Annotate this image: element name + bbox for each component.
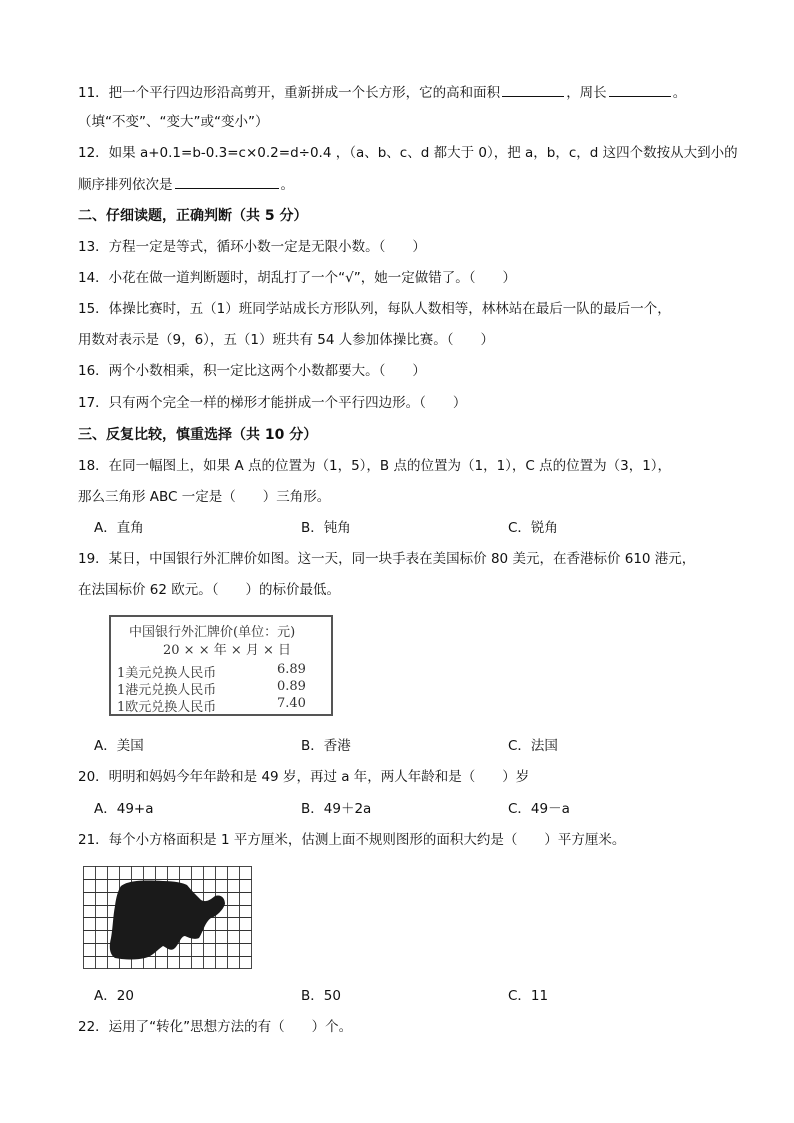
question-22: 22．运用了“转化”思想方法的有（ ）个。 [78, 1019, 353, 1035]
exchange-rate-title: 中国银行外汇牌价(单位：元) [129, 625, 296, 640]
question-12-line1: 12．如果 a+0.1=b-0.3=c×0.2=d÷0.4 ，（a、b、c、d 都大于 0），把 a，b，c，d 这四个数按从大到小的 [78, 145, 738, 161]
option-b[interactable]: B．49＋2a [301, 801, 372, 817]
question-21: 21．每个小方格面积是 1 平方厘米，估测上面不规则图形的面积大约是（ ）平方厘米。 [78, 832, 626, 848]
question-20: 20．明明和妈妈今年年龄和是 49 岁，再过 a 年，两人年龄和是（ ）岁 [78, 769, 530, 785]
question-12-line2 [78, 174, 294, 195]
answer-blank[interactable] [502, 82, 564, 97]
section-heading-3: 三、反复比较，慎重选择（共 10 分） [78, 427, 318, 443]
option-c[interactable]: C．11 [508, 988, 549, 1004]
question-18-line1: 18．在同一幅图上，如果 A 点的位置为（1，5），B 点的位置为（1，1），C 点的位置为（3，1）， [78, 458, 672, 474]
question-11-text-a: 11．把一个平行四边形沿高剪开，重新拼成一个长方形，它的高和面积 [78, 85, 501, 101]
exchange-rate-value: 0.89 [277, 679, 306, 694]
question-17: 17．只有两个完全一样的梯形才能拼成一个平行四边形。（ ） [78, 395, 467, 411]
option-a[interactable]: A．直角 [94, 520, 144, 536]
option-b[interactable]: B．香港 [301, 738, 351, 754]
exchange-rate-label: 1美元兑换人民币 [117, 666, 217, 681]
question-18-line2: 那么三角形 ABC 一定是（ ）三角形。 [78, 489, 331, 505]
exchange-rate-label: 1欧元兑换人民币 [117, 700, 217, 715]
question-15-line1: 15．体操比赛时，五（1）班同学站成长方形队列，每队人数相等，林林站在最后一队的最后一个， [78, 301, 671, 317]
question-19-line2: 在法国标价 62 欧元。（ ）的标价最低。 [78, 582, 341, 598]
question-12-text-b: 。 [280, 177, 294, 193]
question-19-line1: 19．某日，中国银行外汇牌价如图。这一天，同一块手表在美国标价 80 美元，在香港标价 610 港元， [78, 551, 696, 567]
question-11-note: （填“不变”、“变大”或“变小”） [78, 114, 269, 130]
exchange-rate-date: 20 × × 年 × 月 × 日 [163, 643, 292, 658]
option-a[interactable]: A．20 [94, 988, 134, 1004]
option-c[interactable]: C．49－a [508, 801, 570, 817]
option-a[interactable]: A．49+a [94, 801, 154, 817]
grid-irregular-shape-figure [83, 866, 253, 970]
exchange-rate-table [109, 615, 333, 716]
exchange-rate-label: 1港元兑换人民币 [117, 683, 217, 698]
question-11-text-c: 。 [672, 85, 687, 101]
question-11 [78, 82, 686, 103]
question-12-text-a: 顺序排列依次是 [78, 177, 173, 193]
option-b[interactable]: B．钝角 [301, 520, 351, 536]
question-16: 16．两个小数相乘，积一定比这两个小数都要大。（ ） [78, 363, 426, 379]
answer-blank[interactable] [609, 82, 671, 97]
exchange-rate-value: 6.89 [277, 662, 306, 677]
option-b[interactable]: B．50 [301, 988, 341, 1004]
question-15-line2: 用数对表示是（9，6），五（1）班共有 54 人参加体操比赛。（ ） [78, 332, 495, 348]
section-heading-2: 二、仔细读题，正确判断（共 5 分） [78, 208, 308, 224]
question-14: 14．小花在做一道判断题时，胡乱打了一个“√”，她一定做错了。（ ） [78, 270, 517, 286]
option-c[interactable]: C．法国 [508, 738, 558, 754]
option-a[interactable]: A．美国 [94, 738, 144, 754]
question-11-text-b: ，周长 [566, 85, 607, 101]
question-13: 13．方程一定是等式，循环小数一定是无限小数。（ ） [78, 239, 426, 255]
option-c[interactable]: C．锐角 [508, 520, 558, 536]
answer-blank[interactable] [175, 174, 279, 189]
exchange-rate-value: 7.40 [277, 696, 306, 711]
